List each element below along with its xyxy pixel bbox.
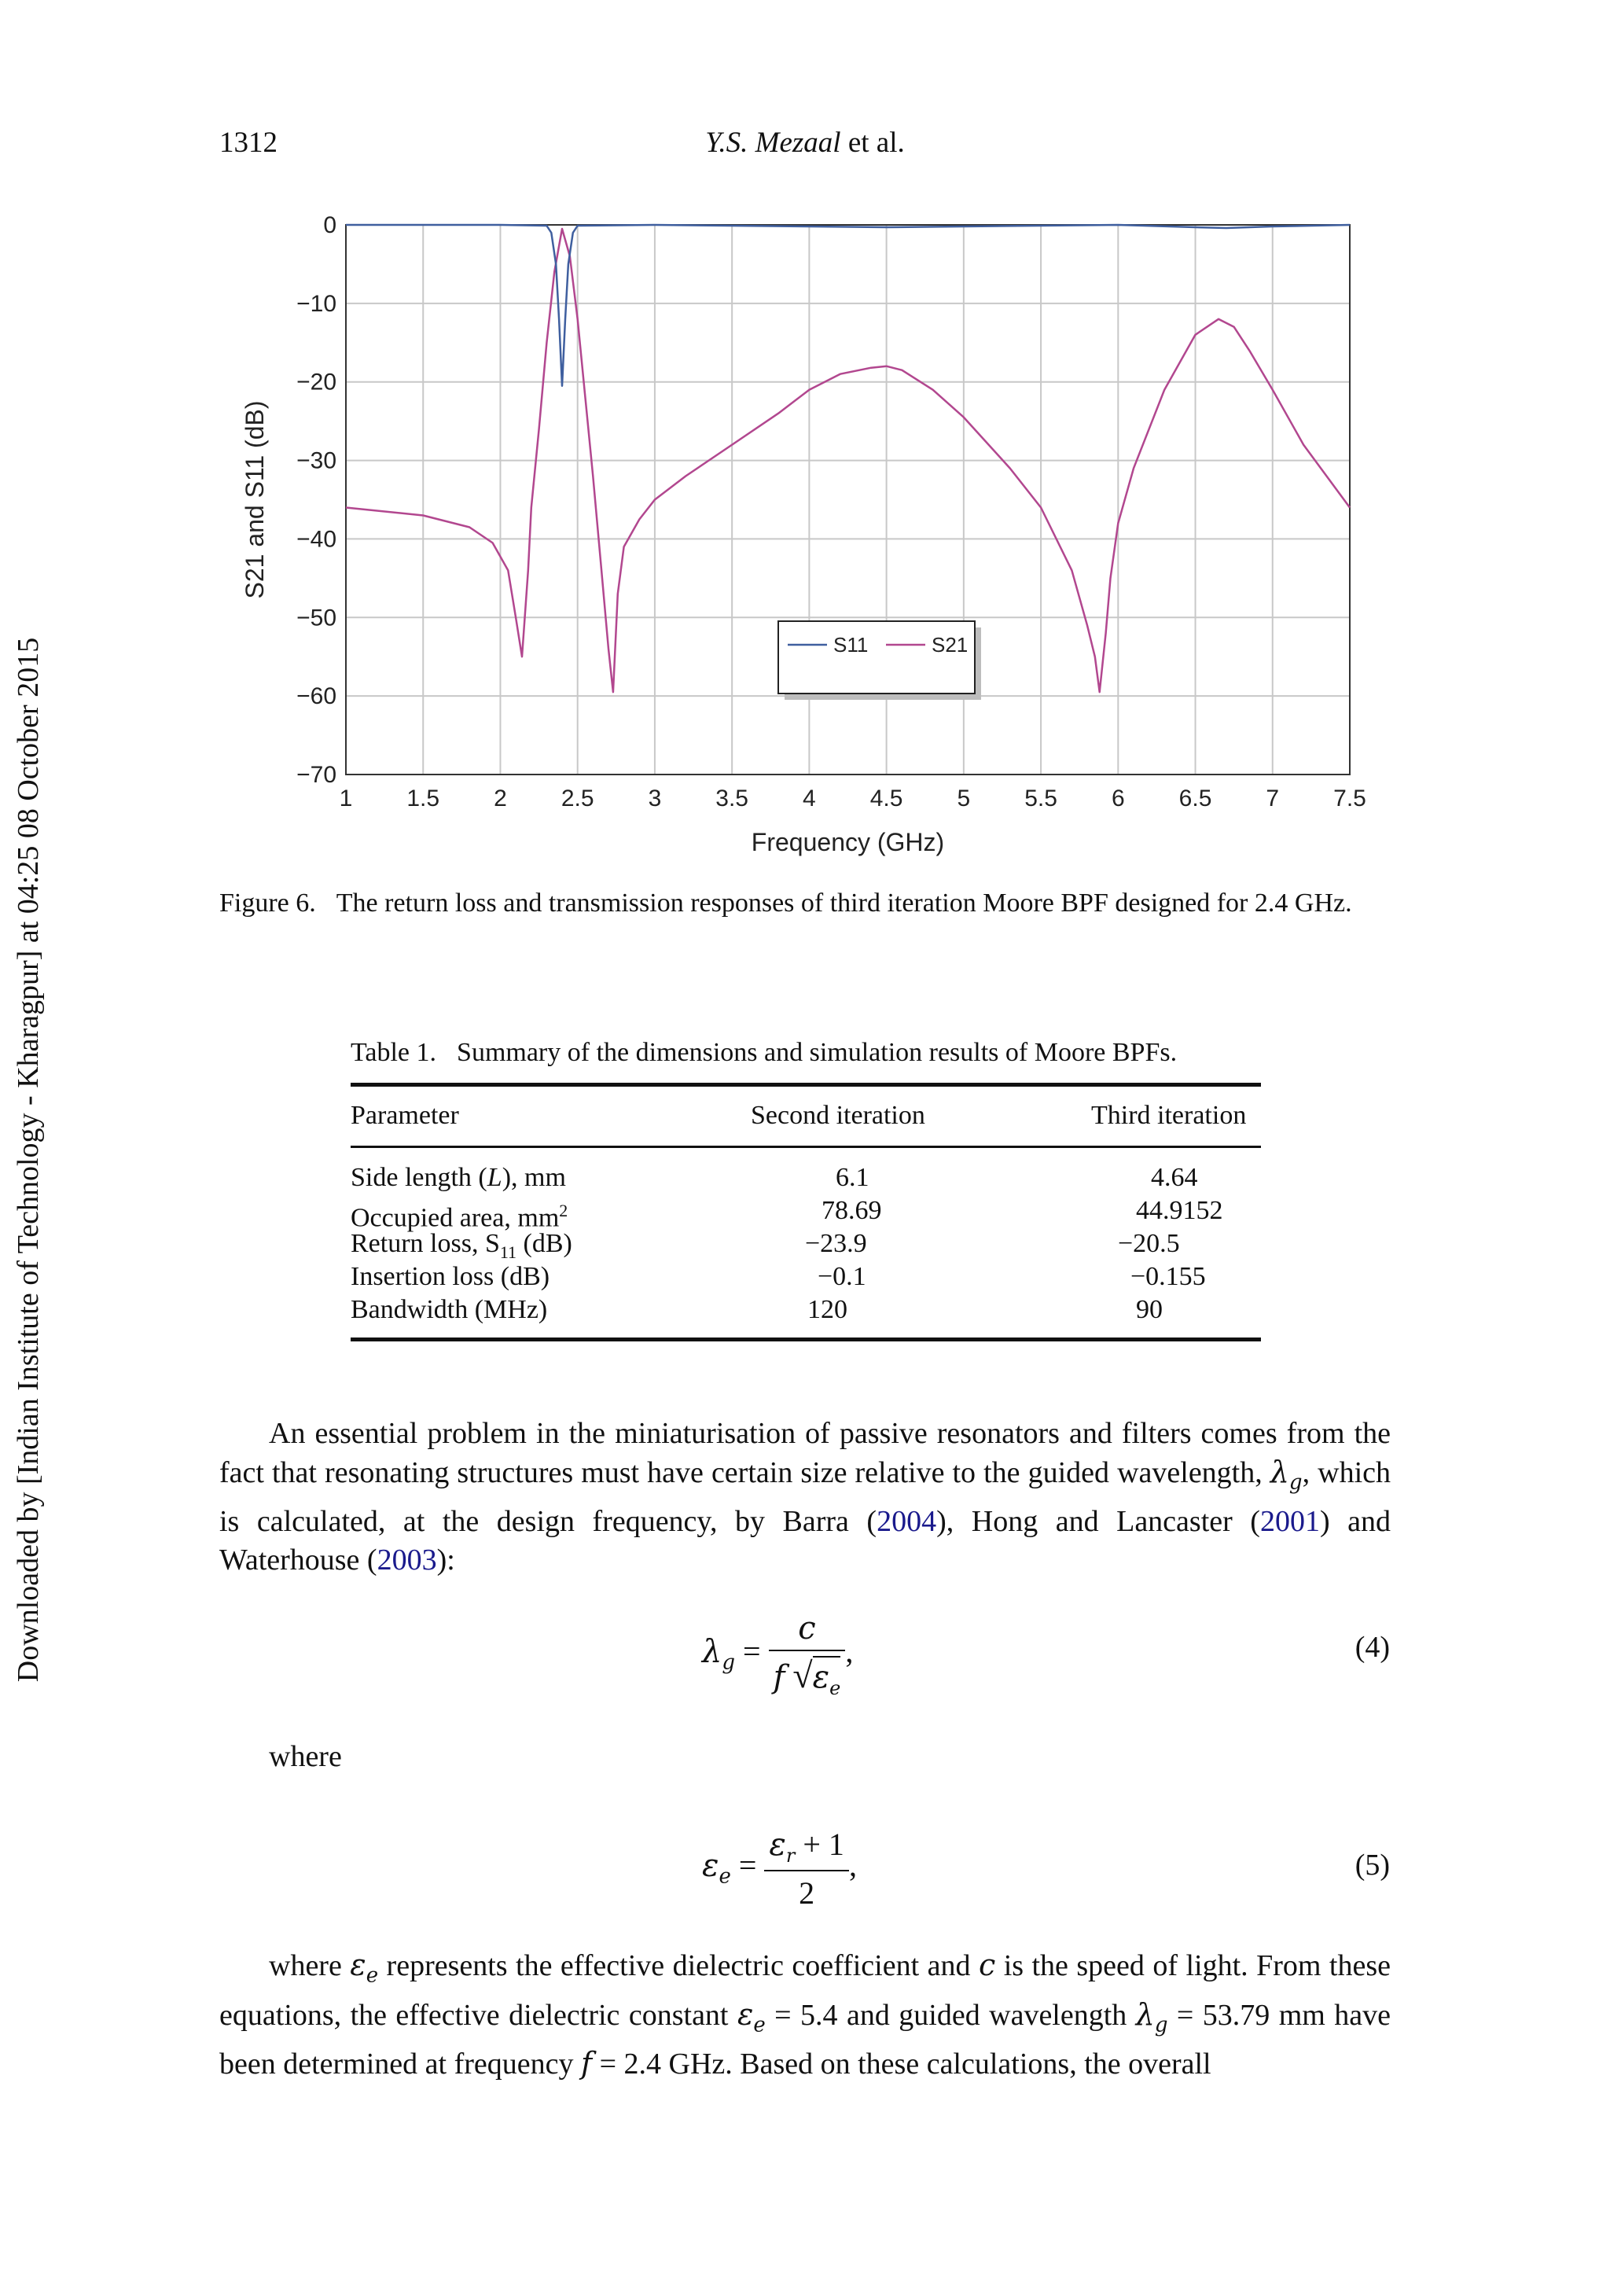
param-sub: 11 bbox=[499, 1242, 517, 1262]
paragraph-effective-dielectric bbox=[219, 1946, 1391, 2084]
param-text: Side length ( bbox=[351, 1163, 487, 1192]
eq5-eps-sub: e bbox=[719, 1864, 731, 1889]
para-text: = 5.4 and guided wavelength bbox=[765, 1998, 1136, 2032]
y-tick-label: −60 bbox=[296, 683, 336, 710]
citation-link[interactable]: 2001 bbox=[1259, 1504, 1320, 1538]
figure-caption-text: The return loss and transmission responses of third iteration Moore BPF designed for 2.4 GHz. bbox=[336, 889, 1352, 918]
y-tick-label: −70 bbox=[296, 762, 336, 788]
table-cell-param: Insertion loss (dB) bbox=[351, 1262, 550, 1291]
frequency-response-chart bbox=[228, 197, 1384, 865]
citation-link[interactable]: 2004 bbox=[877, 1504, 937, 1538]
table-cell-second: 78.69 bbox=[822, 1196, 882, 1225]
eq5-equals: = bbox=[730, 1847, 765, 1883]
eq4-eps-sub: e bbox=[829, 1677, 841, 1699]
x-tick-label: 5.5 bbox=[1024, 786, 1057, 811]
y-axis-label: S21 and S11 (dB) bbox=[241, 400, 269, 599]
equation-5-number: (5) bbox=[1355, 1849, 1390, 1882]
param-var: L bbox=[487, 1163, 502, 1192]
param-text: (dB) bbox=[516, 1229, 572, 1258]
x-tick-label: 4 bbox=[803, 786, 816, 811]
lambda-subscript: g bbox=[1288, 1470, 1303, 1495]
table-header-second: Second iteration bbox=[751, 1101, 925, 1130]
eq5-plus-one: + 1 bbox=[795, 1827, 844, 1862]
eps-symbol: ε bbox=[350, 1948, 366, 1982]
x-tick-label: 6.5 bbox=[1178, 786, 1212, 811]
running-head-suffix: et al. bbox=[840, 127, 905, 159]
table-caption bbox=[351, 1038, 1177, 1068]
x-tick-label: 7.5 bbox=[1333, 786, 1366, 811]
para-text: An essential problem in the miniaturisation of passive resonators and filters comes from the fact that resonating structures must have certain size relative to the guided wavelength, bbox=[219, 1417, 1391, 1489]
table-cell-param bbox=[351, 1161, 566, 1194]
table-caption-label: Table 1. bbox=[351, 1038, 437, 1067]
para-text: ): bbox=[436, 1543, 455, 1577]
para-text: represents the effective dielectric coefficient and bbox=[378, 1949, 979, 1982]
table-bottom-rule bbox=[351, 1337, 1261, 1341]
table-cell-third: −20.5 bbox=[1118, 1229, 1180, 1258]
eq5-denominator: 2 bbox=[799, 1875, 815, 1911]
x-tick-label: 2.5 bbox=[561, 786, 594, 811]
table-caption-text: Summary of the dimensions and simulation results of Moore BPFs. bbox=[457, 1038, 1178, 1067]
series-line-s11 bbox=[346, 225, 1350, 386]
eq4-radicand bbox=[812, 1656, 841, 1699]
x-tick-label: 3.5 bbox=[715, 786, 749, 811]
table-top-rule bbox=[351, 1083, 1261, 1087]
equation-4 bbox=[702, 1610, 853, 1699]
legend-box bbox=[778, 621, 975, 694]
eq5-fraction bbox=[764, 1826, 849, 1911]
eps-symbol: ε bbox=[737, 1996, 754, 2032]
eq4-equals: = bbox=[735, 1633, 769, 1669]
param-text: Occupied area, mm bbox=[351, 1203, 560, 1233]
table-cell-third: 44.9152 bbox=[1136, 1196, 1223, 1225]
x-tick-label: 4.5 bbox=[869, 786, 903, 811]
param-sup: 2 bbox=[559, 1201, 568, 1220]
table-cell-second: −0.1 bbox=[818, 1262, 866, 1291]
page-number: 1312 bbox=[219, 127, 278, 159]
table-cell-third: −0.155 bbox=[1130, 1262, 1206, 1291]
x-tick-label: 5 bbox=[957, 786, 971, 811]
para-text: ) and Waterhouse ( bbox=[219, 1504, 1391, 1577]
x-tick-label: 3 bbox=[648, 786, 662, 811]
table-cell-second: 6.1 bbox=[836, 1163, 869, 1192]
para-text: is the speed of light. From these equations, the effective dielectric constant bbox=[219, 1949, 1391, 2032]
eq4-lambda-sub: g bbox=[722, 1650, 736, 1675]
figure-caption-label: Figure 6. bbox=[219, 889, 316, 918]
x-tick-label: 1 bbox=[339, 786, 353, 811]
where-label: where bbox=[269, 1740, 342, 1773]
y-tick-label: −50 bbox=[296, 605, 336, 631]
eq4-f: f bbox=[773, 1659, 785, 1695]
param-text: Return loss, S bbox=[351, 1229, 500, 1258]
eq5-eps-r: ε bbox=[769, 1827, 786, 1863]
para-text: = 53.79 mm have been determined at frequency bbox=[219, 1998, 1391, 2081]
eq4-fraction bbox=[769, 1610, 846, 1699]
eps-subscript: e bbox=[753, 2013, 766, 2037]
legend-label: S21 bbox=[932, 633, 969, 657]
legend-label: S11 bbox=[833, 633, 869, 657]
eq5-numerator bbox=[764, 1826, 849, 1871]
paragraph-miniaturisation bbox=[219, 1415, 1391, 1580]
y-tick-label: 0 bbox=[323, 212, 336, 238]
table-cell-param: Bandwidth (MHz) bbox=[351, 1295, 548, 1324]
para-text: , which is calculated, at the design frequency, by Barra ( bbox=[219, 1456, 1391, 1538]
lambda-symbol: λ bbox=[1135, 1996, 1155, 2032]
table-cell-second: −23.9 bbox=[805, 1229, 867, 1258]
table-cell-third: 4.64 bbox=[1151, 1163, 1198, 1192]
eq5-eps-r-sub: r bbox=[785, 1845, 796, 1867]
table-cell-second: 120 bbox=[807, 1295, 847, 1324]
c-symbol: c bbox=[978, 1948, 996, 1982]
figure-caption bbox=[219, 887, 1391, 920]
sqrt-icon: √ bbox=[792, 1655, 813, 1695]
x-axis-label: Frequency (GHz) bbox=[751, 828, 945, 856]
param-text: ), mm bbox=[502, 1163, 566, 1192]
table-header-parameter: Parameter bbox=[351, 1101, 459, 1130]
equation-5 bbox=[702, 1826, 857, 1911]
lambda-symbol: λ bbox=[1270, 1455, 1289, 1489]
table-cell-third: 90 bbox=[1136, 1295, 1163, 1324]
eq5-eps: ε bbox=[702, 1847, 719, 1884]
y-tick-label: −20 bbox=[296, 369, 336, 396]
x-tick-label: 1.5 bbox=[406, 786, 440, 811]
para-text: where bbox=[269, 1949, 351, 1982]
y-tick-label: −30 bbox=[296, 447, 336, 474]
x-tick-label: 7 bbox=[1266, 786, 1280, 811]
f-symbol: f bbox=[581, 2046, 593, 2081]
citation-link[interactable]: 2003 bbox=[377, 1543, 437, 1577]
table-header-third: Third iteration bbox=[1091, 1101, 1247, 1130]
running-head bbox=[0, 126, 1610, 160]
table-header-rule bbox=[351, 1146, 1261, 1148]
lambda-subscript: g bbox=[1154, 2013, 1168, 2037]
eq4-comma: , bbox=[845, 1633, 854, 1669]
x-tick-label: 6 bbox=[1111, 786, 1125, 811]
eq5-comma: , bbox=[848, 1847, 857, 1883]
eq4-lambda: λ bbox=[702, 1633, 722, 1670]
download-notice: Downloaded by [Indian Institute of Technology - Kharagpur] at 04:25 08 October 2015 bbox=[12, 637, 45, 1683]
eps-subscript: e bbox=[366, 1963, 379, 1988]
para-text: = 2.4 GHz. Based on these calculations, the overall bbox=[592, 2048, 1211, 2081]
equation-4-number: (4) bbox=[1355, 1631, 1390, 1664]
eq4-denominator bbox=[769, 1651, 846, 1699]
x-tick-label: 2 bbox=[494, 786, 507, 811]
y-tick-label: −40 bbox=[296, 526, 336, 553]
para-text: ), Hong and Lancaster ( bbox=[936, 1504, 1260, 1538]
eq4-eps: ε bbox=[812, 1659, 830, 1695]
running-head-author: Y.S. Mezaal bbox=[705, 127, 841, 159]
eq4-numerator: c bbox=[769, 1610, 846, 1651]
y-tick-label: −10 bbox=[296, 290, 336, 317]
